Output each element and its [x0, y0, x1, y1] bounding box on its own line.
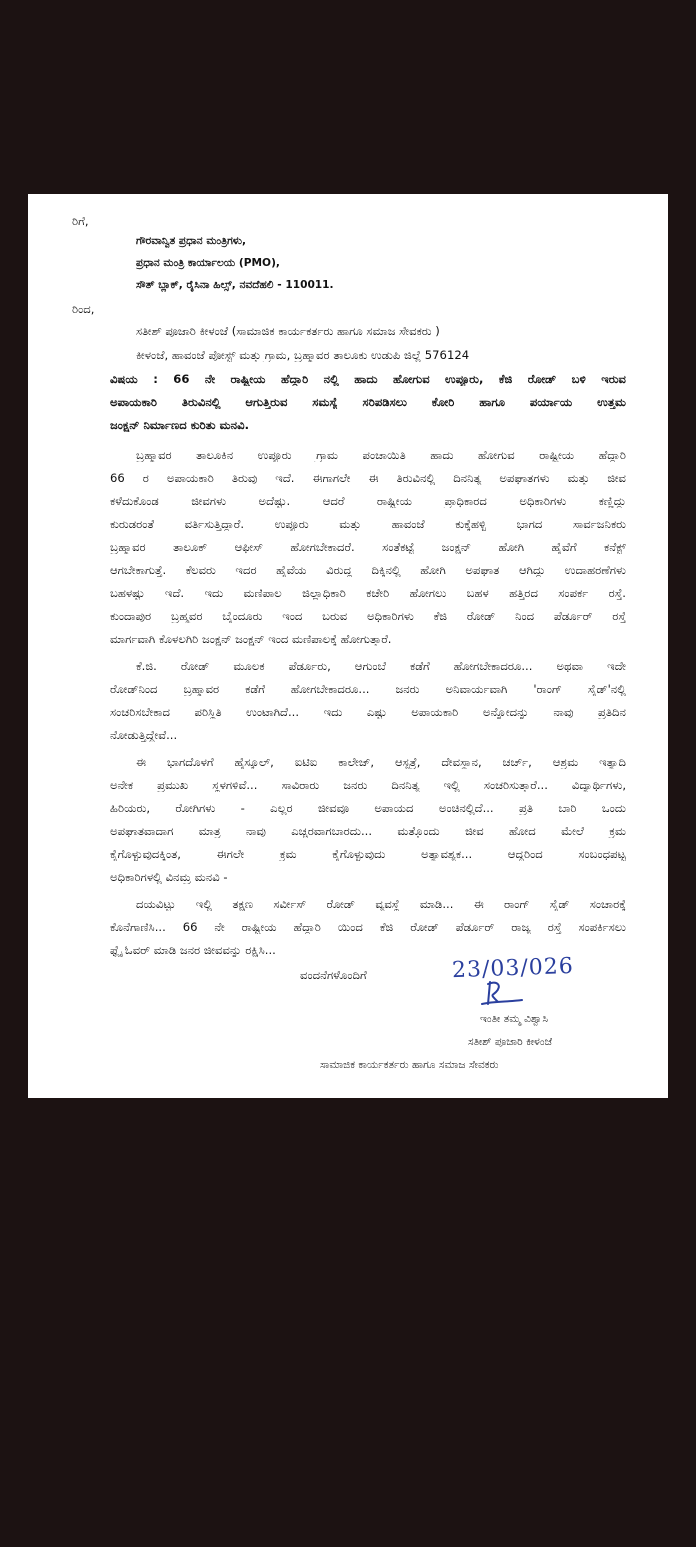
para1-line-7: ಬಹಳಷ್ಟು ಇದೆ. ಇದು ಮಣಿಪಾಲ ಜಿಲ್ಲಾಧಿಕಾರಿ ಕಚೇರಿ ಹೋಗಲು ಬಹಳ ಹತ್ತಿರದ ಸಂಪರ್ಕ ರಸ್ತೆ.: [110, 586, 626, 600]
para1-line-2: 66 ರ ಅಪಾಯಕಾರಿ ತಿರುವು ಇದೆ. ಈಗಾಗಲೇ ಈ ತಿರುವಿನಲ್ಲಿ ದಿನನಿತ್ಯ ಅಪಘಾತಗಳು ಮತ್ತು ಜೀವ: [110, 471, 626, 485]
para3-line-3: ಹಿರಿಯರು, ರೋಗಿಗಳು - ಎಲ್ಲರ ಜೀವವೂ ಅಪಾಯದ ಅಂಚಿನಲ್ಲಿದೆ... ಪ್ರತಿ ಬಾರಿ ಒಂದು: [110, 801, 626, 815]
para4-line-1: ದಯವಿಟ್ಟು ಇಲ್ಲಿ ತಕ್ಷಣ ಸರ್ವೀಸ್ ರೋಡ್ ವ್ಯವಸ್ಥೆ ಮಾಡಿ... ಈ ರಾಂಗ್ ಸೈಡ್ ಸಂಚಾರಕ್ಕೆ: [136, 897, 626, 911]
recipient-line-2: ಪ್ರಧಾನ ಮಂತ್ರಿ ಕಾರ್ಯಾಲಯ (PMO),: [136, 257, 280, 269]
from-label: ರಿಂದ,: [72, 302, 95, 316]
subject-line-1: ವಿಷಯ : 66 ನೇ ರಾಷ್ಟ್ರೀಯ ಹೆದ್ದಾರಿ ನಲ್ಲಿ ಹಾದು ಹೋಗುವ ಉಪ್ಪೂರು, ಕೆಜಿ ರೋಡ್ ಬಳಿ ಇರುವ: [110, 372, 626, 386]
subject-line-3: ಜಂಕ್ಷನ್ ನಿರ್ಮಾಣದ ಕುರಿತು ಮನವಿ.: [110, 418, 250, 432]
para1-line-8: ಕುಂದಾಪುರ ಬ್ರಹ್ಮವರ ಬೈಂದೂರು ಇಂದ ಬರುವ ಅಧಿಕಾರಿಗಳು ಕೆಜಿ ರೋಡ್ ನಿಂದ ಪೆರ್ಡೂರ್ ರಸ್ತೆ: [110, 609, 626, 623]
para1-line-1: ಬ್ರಹ್ಮಾವರ ತಾಲೂಕಿನ ಉಪ್ಪೂರು ಗ್ರಾಮ ಪಂಚಾಯಿತಿ ಹಾದು ಹೋಗುವ ರಾಷ್ಟ್ರೀಯ ಹೆದ್ದಾರಿ: [136, 448, 626, 462]
signoff-line-1: ಇಂತೀ ತಮ್ಮ ವಿಶ್ವಾಸಿ: [480, 1013, 549, 1025]
para2-line-1: ಕೆ.ಜಿ. ರೋಡ್ ಮೂಲಕ ಪೆರ್ಡೂರು, ಆಗುಂಬೆ ಕಡೆಗೆ ಹೋಗಬೇಕಾದರೂ... ಅಥವಾ ಇದೇ: [136, 659, 626, 673]
recipient-line-3: ಸೌತ್ ಬ್ಲಾಕ್, ರೈಸಿನಾ ಹಿಲ್ಸ್, ನವದೆಹಲಿ - 110011.: [136, 279, 334, 291]
para3-line-5: ಕೈಗೊಳ್ಳುವುದಕ್ಕಿಂತ, ಈಗಲೇ ಕ್ರಮ ಕೈಗೊಳ್ಳುವುದು ಅತ್ಯಾವಶ್ಯಕ... ಆದ್ದರಿಂದ ಸಂಬಂಧಪಟ್ಟ: [110, 847, 626, 861]
para1-line-5: ಬ್ರಹ್ಮಾವರ ತಾಲೂಕ್ ಆಫೀಸ್ ಹೋಗಬೇಕಾದರೆ. ಸಂತೆಕಟ್ಟೆ ಜಂಕ್ಷನ್ ಹೋಗಿ ಹೈವೆಗೆ ಕನೆಕ್ಟ್: [110, 540, 626, 554]
para3-line-2: ಅನೇಕ ಪ್ರಮುಖ ಸ್ಥಳಗಳಿವೆ... ಸಾವಿರಾರು ಜನರು ದಿನನಿತ್ಯ ಇಲ್ಲಿ ಸಂಚರಿಸುತ್ತಾರೆ... ವಿದ್ಯಾರ್ಥಿಗಳು,: [110, 778, 626, 792]
para2-line-3: ಸಂಚರಿಸಬೇಕಾದ ಪರಿಸ್ಥಿತಿ ಉಂಟಾಗಿದೆ... ಇದು ಎಷ್ಟು ಅಪಾಯಕಾರಿ ಅನ್ನೋದನ್ನು ನಾವು ಪ್ರತಿದಿನ: [110, 705, 626, 719]
letter-page: [28, 194, 668, 1098]
para1-line-3: ಕಳೆದುಕೊಂಡ ಜೀವಗಳು ಅದೆಷ್ಟು. ಆದರೆ ರಾಷ್ಟ್ರೀಯ ಪ್ರಾಧಿಕಾರದ ಅಧಿಕಾರಿಗಳು ಕಣ್ಣಿದ್ದು: [110, 494, 626, 508]
to-label: ರಿಗೆ,: [72, 214, 89, 228]
signoff-line-3: ಸಾಮಾಜಿಕ ಕಾರ್ಯಕರ್ತರು ಹಾಗೂ ಸಮಾಜ ಸೇವಕರು: [320, 1059, 499, 1071]
sender-line-2: ಕೀಳಂಜೆ, ಹಾವಂಜೆ ಪೋಸ್ಟ್ ಮತ್ತು ಗ್ರಾಮ, ಬ್ರಹ್ಮಾವರ ತಾಲೂಕು ಉಡುಪಿ ಜಿಲ್ಲೆ 576124: [136, 348, 470, 362]
para4-line-3: ಫ್ಲೈ ಓವರ್ ಮಾಡಿ ಜನರ ಜೀವವನ್ನು ರಕ್ಷಿಸಿ...: [110, 943, 276, 957]
para3-line-6: ಅಧಿಕಾರಿಗಳಲ್ಲಿ ವಿನಮ್ರ ಮನವಿ -: [110, 870, 228, 884]
para1-line-6: ಆಗಬೇಕಾಗುತ್ತೆ. ಕೆಲವರು ಇದರ ಹೈವೆಯ ವಿರುದ್ಧ ದಿಕ್ಕಿನಲ್ಲಿ ಹೋಗಿ ಅಪಘಾತ ಆಗಿದ್ದು ಉದಾಹರಣೆಗಳು: [110, 563, 626, 577]
sender-line-1: ಸತೀಶ್ ಪೂಜಾರಿ ಕೀಳಂಜೆ (ಸಾಮಾಜಿಕ ಕಾರ್ಯಕರ್ತರು ಹಾಗೂ ಸಮಾಜ ಸೇವಕರು ): [136, 324, 440, 338]
subject-line-2: ಅಪಾಯಕಾರಿ ತಿರುವಿನಲ್ಲಿ ಆಗುತ್ತಿರುವ ಸಮಸ್ಯೆ ಸರಿಪಡಿಸಲು ಕೋರಿ ಹಾಗೂ ಪರ್ಯಾಯ ಉತ್ತಮ: [110, 395, 626, 409]
signoff-line-2: ಸತೀಶ್ ಪೂಜಾರಿ ಕೀಳಂಜೆ: [468, 1036, 553, 1048]
para3-line-4: ಅಪಘಾತವಾದಾಗ ಮಾತ್ರ ನಾವು ಎಚ್ಚರವಾಗಬಾರದು... ಮತ್ತೊಂದು ಜೀವ ಹೋದ ಮೇಲೆ ಕ್ರಮ: [110, 824, 626, 838]
para3-line-1: ಈ ಭಾಗದೊಳಗೆ ಹೈಸ್ಕೂಲ್, ಐಟಿಐ ಕಾಲೇಜ್, ಆಸ್ಪತ್ರೆ, ದೇವಸ್ಥಾನ, ಚರ್ಚ್, ಆಶ್ರಮ ಇತ್ಯಾದಿ: [136, 755, 626, 769]
para4-line-2: ಕೊನೆಗಾಣಿಸಿ... 66 ನೇ ರಾಷ್ಟ್ರೀಯ ಹೆದ್ದಾರಿ ಯಿಂದ ಕೆಜಿ ರೋಡ್ ಪೆರ್ಡೂರ್ ರಾಜ್ಯ ರಸ್ತೆ ಸಂಪರ್ಕಿಸಲು: [110, 920, 626, 934]
signature-scribble: [468, 974, 528, 1014]
recipient-line-1: ಗೌರವಾನ್ವಿತ ಪ್ರಧಾನ ಮಂತ್ರಿಗಳು,: [136, 235, 247, 247]
para1-line-4: ಕುರುಡರಂತೆ ವರ್ತಿಸುತ್ತಿದ್ದಾರೆ. ಉಪ್ಪೂರು ಮತ್ತು ಹಾವಂಜೆ ಕುಕ್ಕೆಹಳ್ಳಿ ಭಾಗದ ಸಾರ್ವಜನಿಕರು: [110, 517, 626, 531]
handwritten-date: 23/03/026: [451, 953, 575, 984]
para2-line-4: ನೋಡುತ್ತಿದ್ದೇವೆ...: [110, 728, 178, 742]
para2-line-2: ರೋಡ್‌ನಿಂದ ಬ್ರಹ್ಮಾವರ ಕಡೆಗೆ ಹೋಗಬೇಕಾದರೂ... ಜನರು ಅನಿವಾರ್ಯವಾಗಿ 'ರಾಂಗ್ ಸೈಡ್'ನಲ್ಲಿ: [110, 682, 626, 696]
closing-text: ವಂದನೆಗಳೊಂದಿಗೆ: [300, 968, 367, 982]
para1-line-9: ಮಾರ್ಗವಾಗಿ ಕೊಳಲಗಿರಿ ಜಂಕ್ಷನ್ ಜಂಕ್ಷನ್ ಇಂದ ಮಣಿಪಾಲಕ್ಕೆ ಹೋಗುತ್ತಾರೆ.: [110, 632, 392, 646]
